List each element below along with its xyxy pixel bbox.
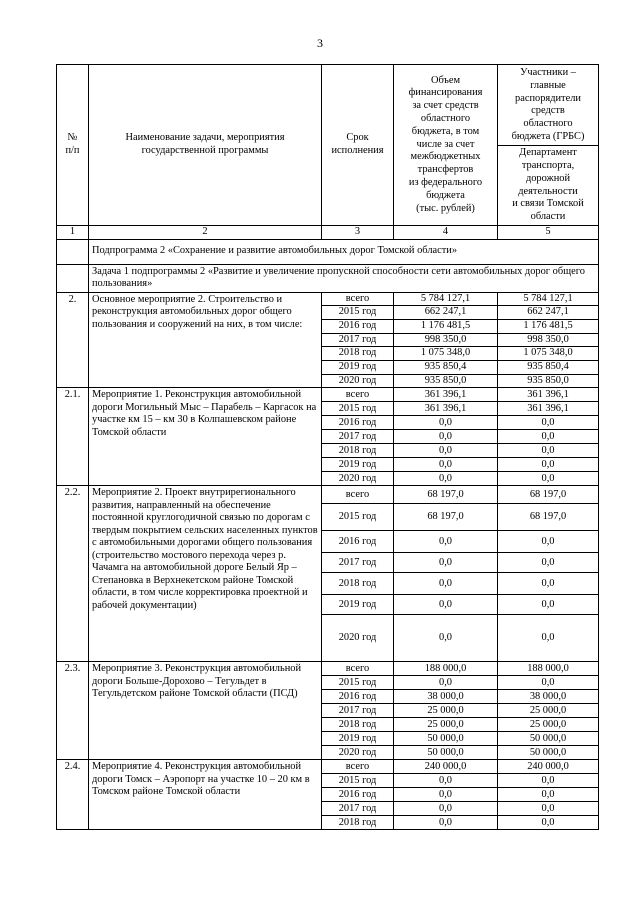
period-cell: 2018 год bbox=[322, 347, 394, 361]
period-cell: 2020 год bbox=[322, 615, 394, 662]
amount-cell: 68 197,0 bbox=[394, 486, 498, 504]
amount-cell: 0,0 bbox=[394, 802, 498, 816]
grbs-cell: 38 000,0 bbox=[498, 690, 599, 704]
period-cell: 2017 год bbox=[322, 704, 394, 718]
period-cell: 2015 год bbox=[322, 774, 394, 788]
grbs-cell: 361 396,1 bbox=[498, 402, 599, 416]
amount-cell: 38 000,0 bbox=[394, 690, 498, 704]
program-table bbox=[56, 64, 599, 830]
amount-cell: 50 000,0 bbox=[394, 732, 498, 746]
grbs-cell: 50 000,0 bbox=[498, 746, 599, 760]
amount-cell: 0,0 bbox=[394, 458, 498, 472]
period-cell: всего bbox=[322, 292, 394, 306]
grbs-cell: 1 176 481,5 bbox=[498, 319, 599, 333]
grbs-cell: 935 850,4 bbox=[498, 360, 599, 374]
period-cell: 2015 год bbox=[322, 402, 394, 416]
table-row bbox=[57, 662, 599, 676]
amount-cell: 0,0 bbox=[394, 615, 498, 662]
header-row bbox=[57, 65, 599, 146]
period-cell: 2015 год bbox=[322, 676, 394, 690]
period-cell: 2018 год bbox=[322, 718, 394, 732]
subprogram-row bbox=[57, 239, 599, 264]
period-cell: 2019 год bbox=[322, 360, 394, 374]
amount-cell: 0,0 bbox=[394, 816, 498, 830]
amount-cell: 935 850,4 bbox=[394, 360, 498, 374]
period-cell: 2017 год bbox=[322, 553, 394, 573]
period-cell: 2017 год bbox=[322, 333, 394, 347]
item-number: 2.4. bbox=[57, 760, 89, 830]
amount-cell: 1 176 481,5 bbox=[394, 319, 498, 333]
period-cell: всего bbox=[322, 662, 394, 676]
table-row bbox=[57, 292, 599, 306]
grbs-cell: 0,0 bbox=[498, 573, 599, 595]
grbs-cell: 240 000,0 bbox=[498, 760, 599, 774]
grbs-cell: 361 396,1 bbox=[498, 388, 599, 402]
period-cell: 2020 год bbox=[322, 374, 394, 388]
amount-cell: 0,0 bbox=[394, 531, 498, 553]
table-row bbox=[57, 760, 599, 774]
header-term: Срок исполнения bbox=[322, 65, 394, 226]
header-num: № п/п bbox=[57, 65, 89, 226]
colnum-2: 2 bbox=[89, 226, 322, 240]
amount-cell: 0,0 bbox=[394, 788, 498, 802]
period-cell: 2016 год bbox=[322, 690, 394, 704]
amount-cell: 68 197,0 bbox=[394, 504, 498, 531]
item-name: Мероприятие 4. Реконструкция автомобильной дороги Томск – Аэропорт на участке 10 – 20 км в Томском районе Томской области bbox=[89, 760, 322, 830]
table-row bbox=[57, 388, 599, 402]
table-row bbox=[57, 486, 599, 504]
period-cell: 2018 год bbox=[322, 816, 394, 830]
item-number: 2.2. bbox=[57, 486, 89, 662]
grbs-cell: 1 075 348,0 bbox=[498, 347, 599, 361]
grbs-cell: 0,0 bbox=[498, 553, 599, 573]
column-numbers-row bbox=[57, 226, 599, 240]
grbs-cell: 0,0 bbox=[498, 676, 599, 690]
amount-cell: 935 850,0 bbox=[394, 374, 498, 388]
item-name: Мероприятие 1. Реконструкция автомобильной дороги Могильный Мыс – Парабель – Каргасок на участке км 15 – км 30 в Колпашевском районе Томской области bbox=[89, 388, 322, 486]
amount-cell: 25 000,0 bbox=[394, 704, 498, 718]
period-cell: 2019 год bbox=[322, 458, 394, 472]
subprogram-title: Подпрограмма 2 «Сохранение и развитие автомобильных дорог Томской области» bbox=[89, 239, 599, 264]
amount-cell: 5 784 127,1 bbox=[394, 292, 498, 306]
amount-cell: 0,0 bbox=[394, 774, 498, 788]
grbs-cell: 68 197,0 bbox=[498, 504, 599, 531]
period-cell: 2015 год bbox=[322, 306, 394, 320]
header-name: Наименование задачи, мероприятия государственной программы bbox=[89, 65, 322, 226]
period-cell: всего bbox=[322, 388, 394, 402]
amount-cell: 662 247,1 bbox=[394, 306, 498, 320]
amount-cell: 240 000,0 bbox=[394, 760, 498, 774]
grbs-cell: 50 000,0 bbox=[498, 732, 599, 746]
colnum-4: 4 bbox=[394, 226, 498, 240]
period-cell: всего bbox=[322, 760, 394, 774]
grbs-cell: 68 197,0 bbox=[498, 486, 599, 504]
amount-cell: 0,0 bbox=[394, 595, 498, 615]
amount-cell: 998 350,0 bbox=[394, 333, 498, 347]
grbs-cell: 25 000,0 bbox=[498, 718, 599, 732]
item-number: 2.3. bbox=[57, 662, 89, 760]
period-cell: 2016 год bbox=[322, 788, 394, 802]
amount-cell: 0,0 bbox=[394, 676, 498, 690]
header-participants: Участники – главные распорядители средств областного бюджета (ГРБС) bbox=[498, 65, 599, 146]
subprogram-num bbox=[57, 239, 89, 264]
amount-cell: 0,0 bbox=[394, 472, 498, 486]
grbs-cell: 5 784 127,1 bbox=[498, 292, 599, 306]
grbs-cell: 0,0 bbox=[498, 802, 599, 816]
amount-cell: 188 000,0 bbox=[394, 662, 498, 676]
grbs-cell: 0,0 bbox=[498, 595, 599, 615]
item-number: 2. bbox=[57, 292, 89, 388]
grbs-cell: 0,0 bbox=[498, 788, 599, 802]
grbs-cell: 0,0 bbox=[498, 416, 599, 430]
colnum-5: 5 bbox=[498, 226, 599, 240]
task-num bbox=[57, 264, 89, 292]
amount-cell: 0,0 bbox=[394, 573, 498, 595]
item-name: Основное мероприятие 2. Строительство и реконструкция автомобильных дорог общего пользования и сооружений на них, в том числе: bbox=[89, 292, 322, 388]
period-cell: 2017 год bbox=[322, 802, 394, 816]
grbs-cell: 0,0 bbox=[498, 458, 599, 472]
colnum-3: 3 bbox=[322, 226, 394, 240]
item-name: Мероприятие 2. Проект внутрирегионального развития, направленный на обеспечение постоянной круглогодичной связью по дорогам с твердым покрытием сельских населенных пунктов с автомобильными дорогами общего пользования (строительство мостового перехода через р. Чачамга на автомобильной дороге Белый Яр – Степановка в Верхнекетском районе Томской области, в том числе корректировка проектной и рабочей документации) bbox=[89, 486, 322, 662]
amount-cell: 0,0 bbox=[394, 416, 498, 430]
grbs-cell: 0,0 bbox=[498, 531, 599, 553]
period-cell: 2017 год bbox=[322, 430, 394, 444]
item-number: 2.1. bbox=[57, 388, 89, 486]
amount-cell: 50 000,0 bbox=[394, 746, 498, 760]
grbs-cell: 0,0 bbox=[498, 430, 599, 444]
period-cell: 2015 год bbox=[322, 504, 394, 531]
colnum-1: 1 bbox=[57, 226, 89, 240]
amount-cell: 0,0 bbox=[394, 444, 498, 458]
period-cell: 2019 год bbox=[322, 595, 394, 615]
item-name: Мероприятие 3. Реконструкция автомобильной дороги Больше-Дорохово – Тегульдет в Тегульдетском районе Томской области (ПСД) bbox=[89, 662, 322, 760]
amount-cell: 361 396,1 bbox=[394, 402, 498, 416]
period-cell: 2016 год bbox=[322, 319, 394, 333]
grbs-cell: 998 350,0 bbox=[498, 333, 599, 347]
task-row bbox=[57, 264, 599, 292]
period-cell: 2016 год bbox=[322, 416, 394, 430]
period-cell: 2016 год bbox=[322, 531, 394, 553]
page-number: 3 bbox=[317, 36, 323, 50]
grbs-cell: 188 000,0 bbox=[498, 662, 599, 676]
grbs-cell: 0,0 bbox=[498, 444, 599, 458]
grbs-cell: 0,0 bbox=[498, 615, 599, 662]
period-cell: 2018 год bbox=[322, 444, 394, 458]
grbs-cell: 25 000,0 bbox=[498, 704, 599, 718]
amount-cell: 0,0 bbox=[394, 430, 498, 444]
amount-cell: 0,0 bbox=[394, 553, 498, 573]
period-cell: всего bbox=[322, 486, 394, 504]
task-title: Задача 1 подпрограммы 2 «Развитие и увеличение пропускной способности сети автомобильных дорог общего пользования» bbox=[89, 264, 599, 292]
grbs-cell: 0,0 bbox=[498, 774, 599, 788]
grbs-cell: 662 247,1 bbox=[498, 306, 599, 320]
header-department: Департамент транспорта, дорожной деятельности и связи Томской области bbox=[498, 146, 599, 226]
amount-cell: 1 075 348,0 bbox=[394, 347, 498, 361]
amount-cell: 361 396,1 bbox=[394, 388, 498, 402]
grbs-cell: 0,0 bbox=[498, 816, 599, 830]
grbs-cell: 0,0 bbox=[498, 472, 599, 486]
amount-cell: 25 000,0 bbox=[394, 718, 498, 732]
period-cell: 2018 год bbox=[322, 573, 394, 595]
period-cell: 2019 год bbox=[322, 732, 394, 746]
grbs-cell: 935 850,0 bbox=[498, 374, 599, 388]
period-cell: 2020 год bbox=[322, 746, 394, 760]
period-cell: 2020 год bbox=[322, 472, 394, 486]
header-funding: Объем финансирования за счет средств областного бюджета, в том числе за счет межбюджетных трансфертов из федерального бюджета (тыс. рублей) bbox=[394, 65, 498, 226]
